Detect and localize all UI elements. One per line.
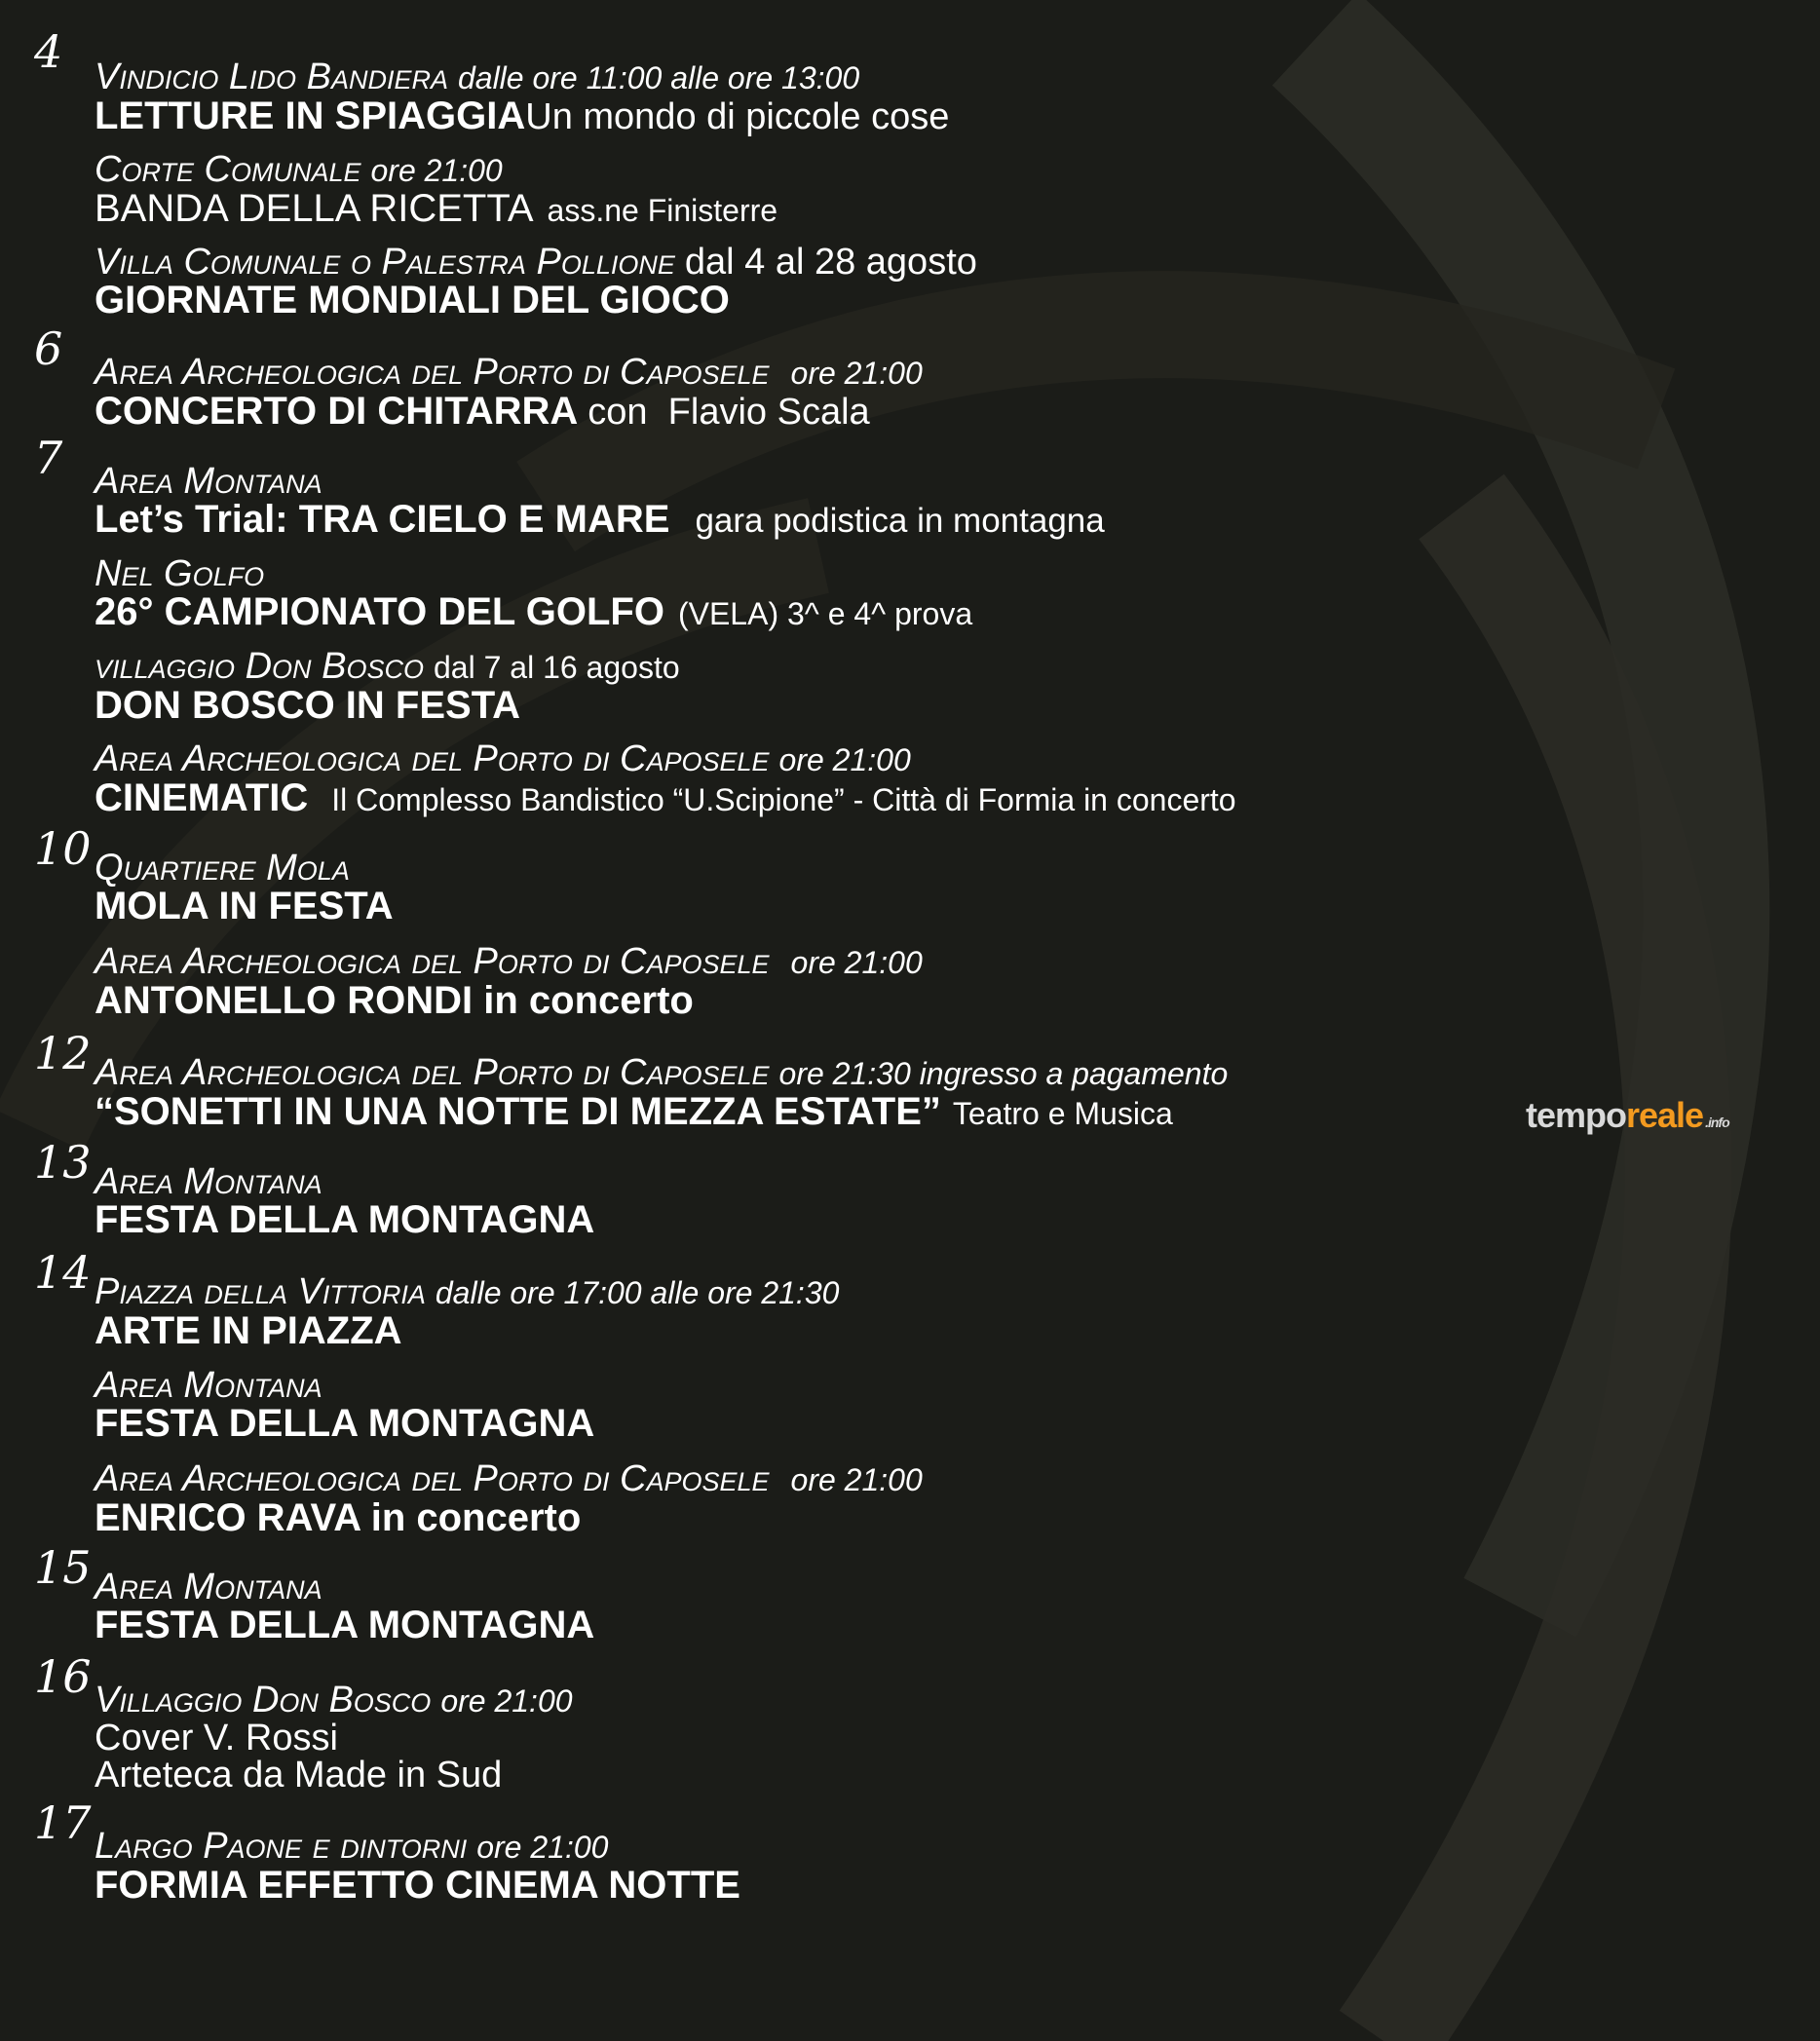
- day-number: 16: [34, 1650, 92, 1703]
- event-location: [95, 1054, 1228, 1092]
- location-name: Nel Golfo: [95, 553, 265, 594]
- location-name: Area Montana: [95, 1365, 322, 1406]
- day-number: 10: [34, 822, 92, 875]
- event-item: [95, 740, 1236, 819]
- event-location: [95, 151, 777, 189]
- event-title-line: [95, 887, 394, 926]
- event-time: dal 4 al 28 agosto: [684, 242, 977, 283]
- day-number: 13: [34, 1136, 92, 1189]
- event-location: [95, 58, 949, 96]
- event-location: [95, 354, 923, 392]
- event-title-line: [95, 1866, 740, 1905]
- event-item: [95, 1273, 839, 1350]
- event-item: [95, 1569, 594, 1644]
- event-title: FESTA DELLA MONTAGNA: [95, 1198, 595, 1241]
- location-name: villaggio Don Bosco: [95, 646, 424, 687]
- event-title: FESTA DELLA MONTAGNA: [95, 1402, 595, 1445]
- day-number: 7: [34, 432, 63, 484]
- event-location: [95, 463, 1105, 500]
- logo-suffix: .info: [1705, 1115, 1729, 1130]
- event-location: [95, 740, 1236, 778]
- event-title-line: [95, 1311, 839, 1350]
- day-number: 17: [34, 1796, 92, 1849]
- event-title: GIORNATE MONDIALI DEL GIOCO: [95, 279, 730, 321]
- event-time: ore 21:00: [790, 356, 923, 391]
- event-title: MOLA IN FESTA: [95, 885, 394, 927]
- location-name: Corte Comunale: [95, 149, 361, 190]
- event-subtitle: Teatro e Musica: [952, 1096, 1173, 1131]
- event-location: [95, 648, 680, 686]
- event-time: ore 21:00: [370, 153, 503, 188]
- location-name: Piazza della Vittoria: [95, 1271, 426, 1312]
- event-line: Cover V. Rossi: [95, 1718, 338, 1758]
- day-number: 14: [34, 1246, 92, 1299]
- event-item: [95, 1163, 594, 1239]
- event-time: ore 21:00: [476, 1830, 609, 1865]
- event-title: Let’s Trial: TRA CIELO E MARE: [95, 498, 670, 541]
- logo-part-reale: reale: [1626, 1095, 1704, 1135]
- event-location: [95, 244, 977, 281]
- event-location: [95, 1460, 923, 1498]
- event-item: [95, 1054, 1228, 1133]
- event-title: LETTURE IN SPIAGGIA: [95, 94, 526, 137]
- day-number: 6: [34, 322, 63, 375]
- location-name: Area Archeologica del Porto di Caposele: [95, 941, 770, 982]
- event-item: [95, 943, 923, 1020]
- location-name: Area Montana: [95, 461, 322, 502]
- event-item: [95, 244, 977, 320]
- event-item: [95, 1828, 740, 1905]
- event-title: CINEMATIC: [95, 776, 309, 819]
- location-name: Area Archeologica del Porto di Caposele: [95, 352, 770, 393]
- event-title-line: [95, 96, 949, 136]
- event-subtitle: ass.ne Finisterre: [547, 193, 778, 228]
- event-time: ore 21:00: [778, 742, 911, 777]
- location-name: Vindicio Lido Bandiera: [95, 57, 448, 97]
- event-title: FORMIA EFFETTO CINEMA NOTTE: [95, 1864, 740, 1907]
- event-title: ARTE IN PIAZZA: [95, 1309, 402, 1352]
- event-line: Arteteca da Made in Sud: [95, 1755, 503, 1795]
- event-item: [95, 1367, 594, 1443]
- event-location: [95, 943, 923, 981]
- location-name: Area Archeologica del Porto di Caposele: [95, 738, 770, 779]
- event-title-line: [95, 592, 972, 633]
- event-time: dal 7 al 16 agosto: [433, 650, 680, 685]
- event-title-line: [95, 1200, 594, 1239]
- event-item: [95, 648, 680, 725]
- event-item: [95, 58, 949, 136]
- event-title-line: [95, 1404, 594, 1443]
- event-time: ore 21:30 ingresso a pagamento: [778, 1056, 1229, 1091]
- event-subtitle: gara podistica in montagna: [695, 502, 1105, 540]
- event-title-line: [95, 981, 923, 1020]
- event-time: dalle ore 17:00 alle ore 21:30: [435, 1275, 840, 1310]
- location-name: Area Montana: [95, 1161, 322, 1202]
- event-title: 26° CAMPIONATO DEL GOLFO: [95, 590, 664, 633]
- event-title-line: [95, 1498, 923, 1537]
- event-title: BANDA DELLA RICETTA: [95, 187, 534, 230]
- event-location: [95, 555, 972, 592]
- day-number: 15: [34, 1541, 92, 1594]
- event-location: [95, 1828, 740, 1866]
- event-title: CONCERTO DI CHITARRA: [95, 390, 579, 433]
- day-number: 4: [34, 25, 63, 78]
- event-subtitle: con Flavio Scala: [588, 392, 870, 433]
- event-title: DON BOSCO IN FESTA: [95, 684, 521, 727]
- event-title: FESTA DELLA MONTAGNA: [95, 1604, 595, 1646]
- event-time: ore 21:00: [440, 1683, 573, 1719]
- day-number: 12: [34, 1027, 92, 1079]
- event-title-line: [95, 392, 923, 432]
- event-title-line: [95, 189, 777, 230]
- location-name: Villaggio Don Bosco: [95, 1680, 432, 1720]
- event-title: “SONETTI IN UNA NOTTE DI MEZZA ESTATE”: [95, 1090, 941, 1133]
- event-title-line: [95, 1606, 594, 1644]
- event-subtitle: Il Complesso Bandistico “U.Scipione” - Città di Formia in concerto: [331, 782, 1236, 817]
- event-item: [95, 463, 1105, 541]
- location-name: Area Archeologica del Porto di Caposele: [95, 1052, 770, 1093]
- event-subtitle: Un mondo di piccole cose: [525, 96, 950, 137]
- event-title-line: [95, 778, 1236, 819]
- location-name: Villa Comunale o Palestra Pollione: [95, 242, 675, 283]
- event-time: ore 21:00: [790, 1462, 923, 1497]
- event-title-line: [95, 686, 680, 725]
- event-location: [95, 850, 394, 887]
- event-title-line: [95, 281, 977, 320]
- event-item: [95, 850, 394, 926]
- event-item: [95, 151, 777, 230]
- event-location: [95, 1569, 594, 1606]
- event-item: [95, 354, 923, 432]
- event-location: [95, 1682, 573, 1720]
- event-title-line: [95, 1092, 1228, 1133]
- logo-part-tempo: tempo: [1526, 1095, 1626, 1135]
- event-time: dalle ore 11:00 alle ore 13:00: [457, 60, 860, 95]
- event-time: ore 21:00: [790, 945, 923, 980]
- event-location: [95, 1273, 839, 1311]
- event-item: [95, 1460, 923, 1537]
- event-item: [95, 1682, 573, 1794]
- event-location: [95, 1367, 594, 1404]
- location-name: Area Montana: [95, 1567, 322, 1607]
- event-location: [95, 1163, 594, 1200]
- event-subtitle: (VELA) 3^ e 4^ prova: [677, 596, 973, 631]
- event-item: [95, 555, 972, 633]
- location-name: Area Archeologica del Porto di Caposele: [95, 1458, 770, 1499]
- location-name: Largo Paone e dintorni: [95, 1826, 468, 1867]
- event-title: ENRICO RAVA in concerto: [95, 1496, 582, 1539]
- temporeale-logo: [1526, 1095, 1729, 1136]
- event-title: ANTONELLO RONDI in concerto: [95, 979, 694, 1022]
- event-title-line: [95, 500, 1105, 541]
- location-name: Quartiere Mola: [95, 848, 350, 888]
